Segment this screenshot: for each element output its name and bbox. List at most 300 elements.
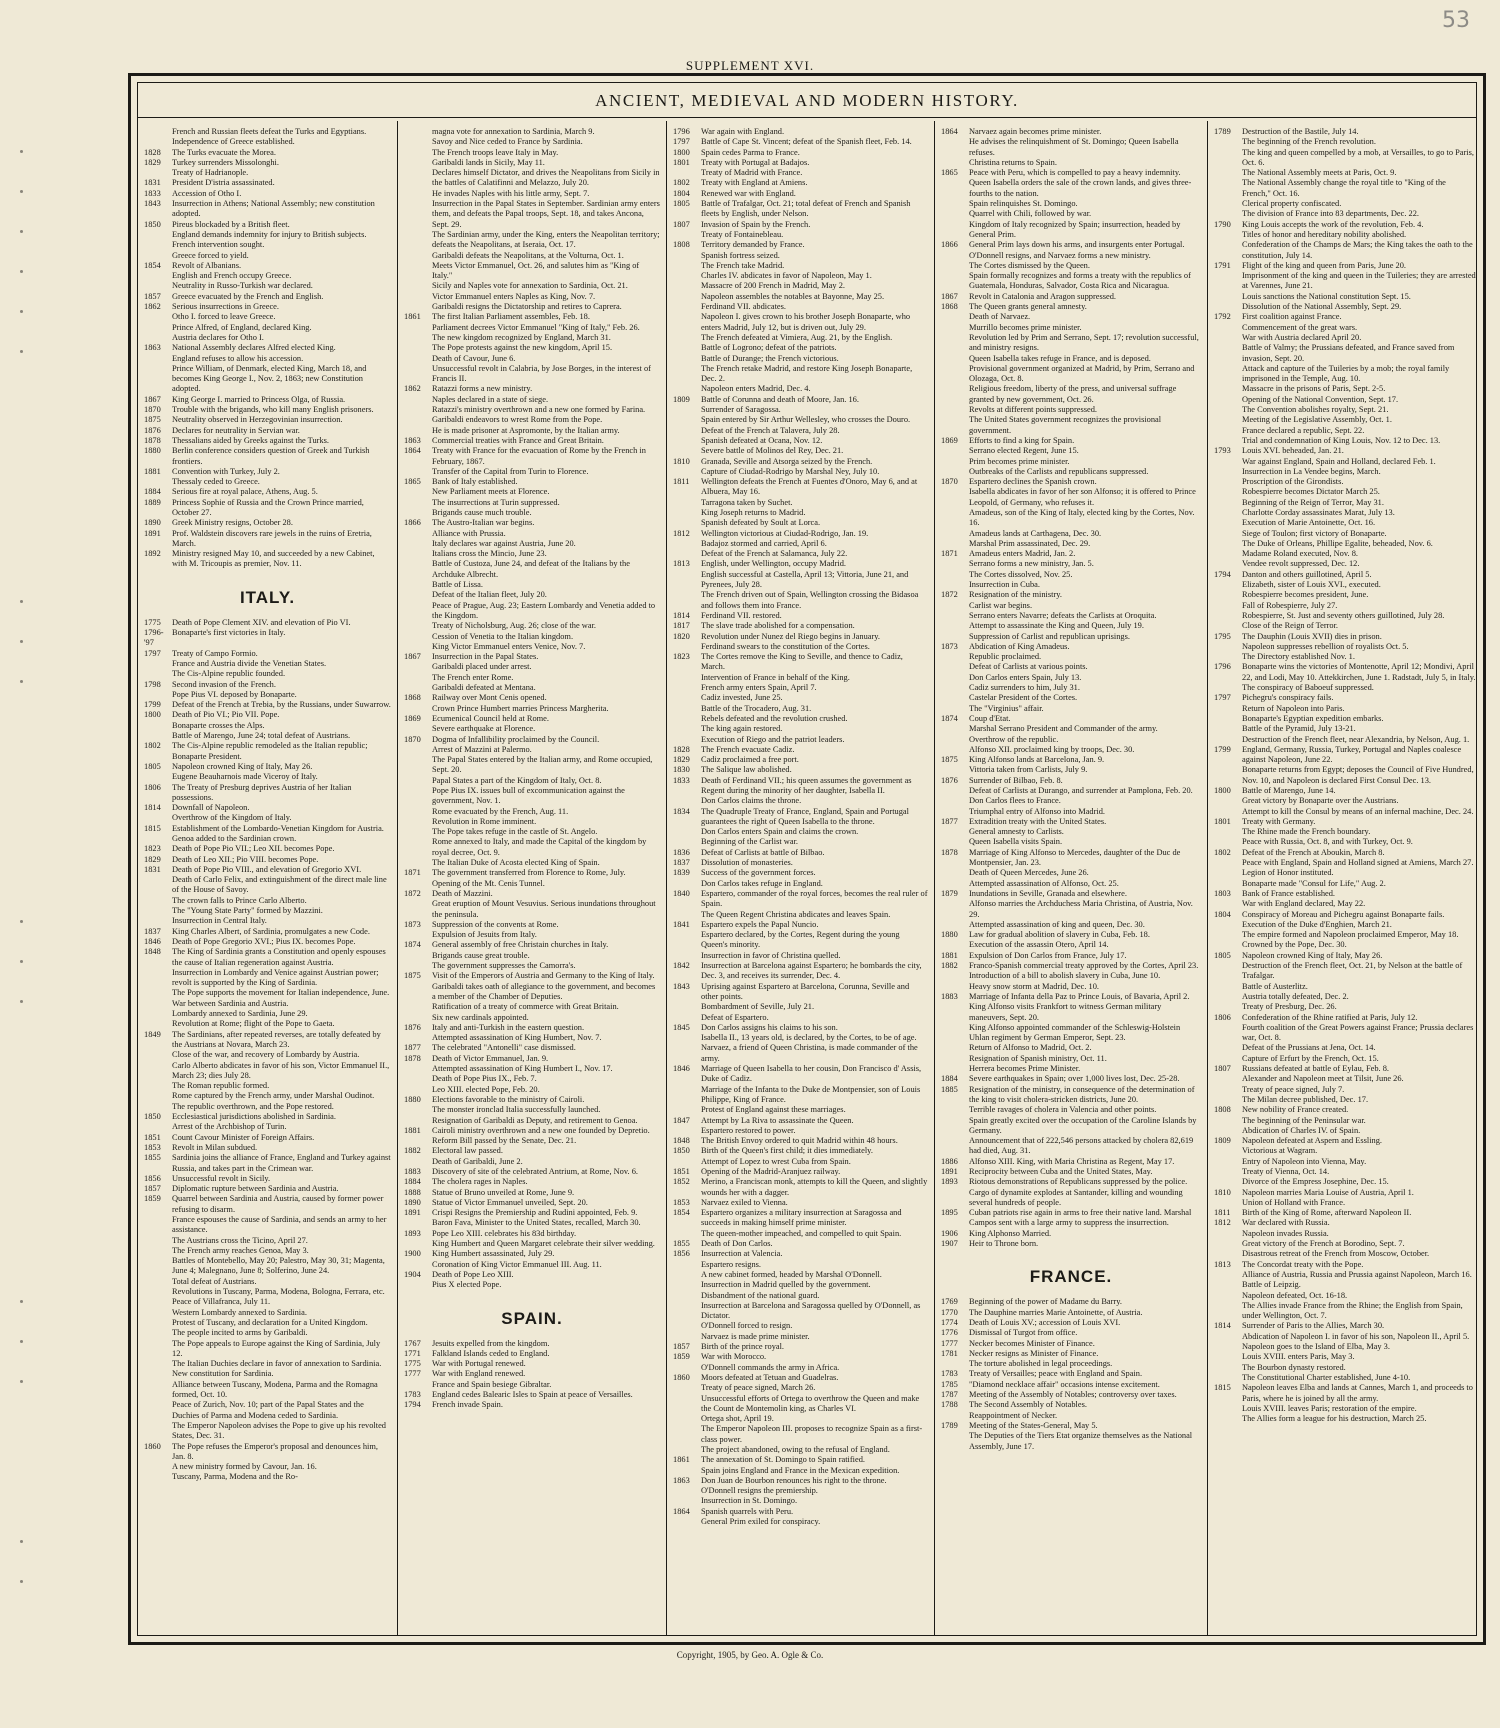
entry-text: Meeting of the States-General, May 5. [969, 1420, 1098, 1430]
history-entry [673, 1085, 928, 1106]
history-entry [941, 827, 1201, 837]
history-entry [1214, 920, 1476, 930]
entry-text: Isabella abdicates in favor of her son Alfonso; it is offered to Prince Leopold, of Germany, who refuses it. [969, 487, 1196, 507]
entry-year: 1801 [1214, 816, 1231, 826]
history-entry [1214, 1363, 1476, 1373]
entry-year [144, 364, 172, 395]
history-entry [941, 848, 1201, 869]
entry-text: Statue of Victor Emmanuel unveiled, Sept. 20. [432, 1197, 588, 1207]
history-entry [1214, 683, 1476, 693]
history-entry [144, 343, 391, 353]
history-entry [941, 251, 1201, 261]
history-entry [144, 405, 391, 415]
entry-year [404, 467, 432, 477]
column-3 [666, 121, 934, 1635]
entry-text: Italy and anti-Turkish in the eastern question. [432, 1022, 585, 1032]
entry-year [941, 796, 969, 806]
entry-year [144, 1297, 172, 1307]
entry-text: Princess Sophie of Russia and the Crown Prince married, October 27. [172, 497, 364, 517]
entry-text: Tuscany, Parma, Modena and the Ro- [172, 1472, 298, 1482]
history-entry [673, 498, 928, 508]
entry-text: Overthrow of the Kingdom of Italy. [172, 813, 292, 823]
history-entry [144, 1359, 391, 1369]
entry-text: King Humbert assassinated, July 29. [432, 1249, 555, 1259]
entry-year: 1870 [404, 734, 421, 744]
history-entry [144, 1442, 391, 1463]
history-entry [1214, 487, 1476, 497]
entry-text: War against England, Spain and Holland, declared Feb. 1. [1242, 456, 1436, 466]
entry-text: Pope Leo XIII. celebrates his 83d birthday. [432, 1228, 577, 1238]
entry-text: Cadiz invested, June 25. [701, 693, 783, 703]
entry-year [673, 693, 701, 703]
history-entry [1214, 611, 1476, 621]
entry-year [941, 673, 969, 683]
history-entry [673, 1126, 928, 1136]
history-entry [673, 251, 928, 261]
entry-year [144, 896, 172, 906]
history-entry [1214, 395, 1476, 405]
history-entry [404, 642, 660, 652]
entry-year [941, 457, 969, 467]
entry-text: A new cabinet formed, headed by Marshal O'Donnell. [701, 1269, 882, 1279]
entry-year [144, 1462, 172, 1472]
history-entry [1214, 1208, 1476, 1218]
history-entry [673, 292, 928, 302]
history-entry [144, 549, 391, 570]
history-entry [941, 724, 1201, 734]
entry-text: Attack and capture of the Tuileries by a mob; the royal family imprisoned in the Temple, Aug. 10. [1242, 363, 1450, 384]
history-entry [1214, 652, 1476, 662]
entry-year [404, 580, 432, 590]
entry-year: 1867 [144, 394, 161, 404]
history-entry [404, 1369, 660, 1379]
entry-text: King George I. married to Princess Olga, of Russia. [172, 394, 346, 404]
entry-text: Success of the government forces. [701, 868, 816, 878]
history-entry [941, 1359, 1201, 1369]
history-entry [673, 1002, 928, 1012]
history-entry [404, 1146, 660, 1156]
history-entry [673, 354, 928, 364]
entry-text: Attempt to assassinate the King and Queen, July 19. [969, 621, 1144, 631]
entry-year: 1859 [673, 1352, 690, 1362]
entry-year [144, 323, 172, 333]
entry-year [1214, 395, 1242, 405]
entry-text: The Emperor Napoleon advises the Pope to give up his revolted States, Dec. 31. [172, 1420, 386, 1441]
history-entry [673, 1394, 928, 1415]
entry-text: Triumphal entry of Alfonso into Madrid. [969, 806, 1106, 816]
entry-year: 1881 [404, 1125, 421, 1135]
entry-year: 1900 [404, 1249, 421, 1259]
entry-text: The French army reaches Genoa, May 3. [172, 1245, 309, 1255]
entry-year [1214, 621, 1242, 631]
entry-text: Napoleon I. gives crown to his brother Joseph Bonaparte, who enters Madrid, July 12, but is driven out, July 29. [701, 312, 911, 332]
history-entry [941, 384, 1201, 405]
entry-text: The French troops leave Italy in May. [432, 147, 559, 157]
entry-text: Defeat of the French at Salamanca, July 22. [701, 549, 848, 559]
entry-text: Isabella II., 13 years old, is declared, by the Cortes, to be of age. [701, 1033, 917, 1043]
entry-year: 1857 [144, 1184, 161, 1194]
entry-year [404, 333, 432, 343]
entry-text: Insurrection in Madrid quelled by the government. [701, 1280, 871, 1290]
history-entry [941, 436, 1201, 446]
entry-year [1214, 539, 1242, 549]
history-entry [941, 209, 1201, 219]
history-entry [1214, 1414, 1476, 1424]
history-entry [941, 1074, 1201, 1084]
entry-year [404, 1239, 432, 1249]
entry-year [1214, 1373, 1242, 1383]
entry-year [941, 652, 969, 662]
entry-text: Ratification of a treaty of commerce with Great Britain. [432, 1002, 619, 1012]
entry-year [673, 333, 701, 343]
history-entry [941, 1411, 1201, 1421]
entry-year [144, 690, 172, 700]
entry-year [404, 539, 432, 549]
entry-text: War again with England. [701, 127, 785, 136]
entry-text: Louis XVIII. enters Paris, May 3. [1242, 1352, 1355, 1362]
history-entry [1214, 127, 1476, 137]
entry-year: 1848 [144, 947, 161, 957]
entry-year: 1863 [404, 435, 421, 445]
entry-text: Battle of Austerlitz. [1242, 981, 1308, 991]
entry-year [673, 384, 701, 394]
entry-year: 1777 [941, 1338, 958, 1348]
entry-text: Battle of the Trocadero, Aug. 31. [701, 703, 812, 713]
entry-year: 1866 [941, 240, 958, 250]
history-entry [144, 436, 391, 446]
entry-year: 1893 [941, 1177, 958, 1187]
entry-text: Protest of Tuscany, and declaration for a United Kingdom. [172, 1317, 368, 1327]
entry-text: The slave trade abolished for a compensation. [701, 621, 855, 631]
entry-year [941, 251, 969, 261]
entry-text: He advises the relinquishment of St. Domingo; Queen Isabella refuses. [969, 137, 1179, 157]
entry-year [941, 1359, 969, 1369]
entry-year [941, 1105, 969, 1115]
entry-text: Reciprocity between Cuba and the United States, May. [969, 1166, 1153, 1176]
history-entry [941, 1054, 1201, 1064]
entry-year: 1865 [941, 168, 958, 178]
history-entry [1214, 817, 1476, 827]
history-entry [673, 508, 928, 518]
entry-text: Vittoria taken from Carlists, July 9. [969, 765, 1088, 775]
history-entry [941, 333, 1201, 354]
history-entry [404, 704, 660, 714]
history-entry [144, 927, 391, 937]
history-entry [404, 807, 660, 817]
entry-text: Napoleon defeated at Aspern and Essling. [1242, 1136, 1383, 1146]
entry-year [144, 968, 172, 989]
entry-year: 1860 [673, 1372, 690, 1382]
history-entry [941, 776, 1201, 786]
entry-year [144, 354, 172, 364]
history-entry [941, 199, 1201, 209]
history-entry [404, 559, 660, 580]
entry-text: Alexander and Napoleon meet at Tilsit, June 26. [1242, 1074, 1404, 1084]
history-entry [404, 1249, 660, 1259]
entry-year [941, 621, 969, 631]
entry-year [1214, 1095, 1242, 1105]
history-entry [1214, 868, 1476, 878]
entry-year [404, 364, 432, 385]
history-entry [1214, 1167, 1476, 1177]
entry-text: King Joseph returns to Madrid. [701, 507, 806, 517]
entry-year [404, 632, 432, 642]
history-entry [144, 710, 391, 720]
history-entry [404, 652, 660, 662]
entry-text: Close of the Reign of Terror. [1242, 621, 1339, 631]
entry-text: Defeat of Carlists at various points. [969, 662, 1088, 672]
entry-text: Alliance between Tuscany, Modena, Parma and the Romagna formed, Oct. 10. [172, 1379, 378, 1400]
entry-year [941, 632, 969, 642]
entry-year [144, 1421, 172, 1442]
entry-year: 1829 [144, 854, 161, 864]
history-entry [673, 281, 928, 291]
entry-year: 1823 [673, 652, 690, 662]
history-entry [673, 220, 928, 230]
entry-text: Pope Pius IX. issues bull of excommunication against the government, Nov. 1. [432, 786, 625, 806]
history-entry [404, 487, 660, 497]
history-entry [941, 971, 1201, 981]
entry-text: The Queen grants general amnesty. [969, 302, 1087, 312]
entry-year [1214, 961, 1242, 982]
entry-text: Opening of the Madrid-Aranjuez railway. [701, 1166, 841, 1176]
entry-text: Murrillo becomes prime minister. [969, 322, 1082, 332]
entry-text: France and Austria divide the Venetian States. [172, 658, 327, 668]
entry-year [404, 395, 432, 405]
history-entry [404, 281, 660, 291]
history-entry [673, 1445, 928, 1455]
entry-text: New Parliament meets at Florence. [432, 487, 550, 497]
entry-year [1214, 559, 1242, 569]
entry-text: Spanish defeated at Ocana, Nov. 12. [701, 435, 823, 445]
entry-year [673, 1424, 701, 1445]
entry-year [404, 683, 432, 693]
entry-year [673, 518, 701, 528]
history-entry [941, 158, 1201, 168]
history-entry [1214, 1013, 1476, 1023]
entry-text: Carlo Alberto abdicates in favor of his son, Victor Emmanuel II., March 23; dies July 28. [172, 1060, 390, 1080]
entry-year [144, 1236, 172, 1246]
entry-year [673, 1383, 701, 1393]
history-entry [404, 1095, 660, 1105]
entry-text: Attempt by La Riva to assassinate the Queen. [701, 1115, 854, 1125]
history-entry [404, 1229, 660, 1239]
entry-year: 1800 [144, 710, 161, 720]
history-entry [941, 1116, 1201, 1137]
entry-text: The Dauphine marries Marie Antoinette, of Austria. [969, 1307, 1143, 1317]
entry-text: O'Donnell commands the army in Africa. [701, 1362, 840, 1372]
entry-text: Meets Victor Emmanuel, Oct. 26, and salutes him as "King of Italy." [432, 260, 640, 281]
entry-text: Efforts to find a king for Spain. [969, 435, 1075, 445]
entry-year: 1813 [673, 559, 690, 569]
entry-year [144, 271, 172, 281]
entry-text: Return of Alfonso to Madrid, Oct. 2. [969, 1043, 1092, 1053]
history-entry [404, 693, 660, 703]
entry-year: 1873 [941, 641, 958, 651]
entry-text: Transfer of the Capital from Turin to Florence. [432, 466, 589, 476]
history-entry [404, 292, 660, 302]
entry-year: 1834 [673, 806, 690, 816]
entry-text: Destruction of the French fleet, Oct. 21, by Nelson at the battle of Trafalgar. [1242, 961, 1463, 981]
history-entry [673, 529, 928, 539]
history-entry [1214, 529, 1476, 539]
history-entry [941, 323, 1201, 333]
entry-year: 1861 [404, 312, 421, 322]
entry-text: Clerical property confiscated. [1242, 199, 1342, 209]
entry-year [144, 1256, 172, 1277]
history-entry [404, 735, 660, 745]
history-entry [673, 302, 928, 312]
entry-year: 1796 [673, 127, 690, 136]
entry-text: Battle of Marengo, June 14. [1242, 786, 1336, 795]
history-entry [144, 261, 391, 271]
entry-text: Espartero, commander of the royal forces, becomes the real ruler of Spain. [701, 888, 928, 909]
entry-year: 1884 [941, 1074, 958, 1084]
entry-year [1214, 1074, 1242, 1084]
history-entry [144, 302, 391, 312]
section-heading-italy: ITALY. [239, 587, 296, 607]
entry-text: Napoleon assembles the notables at Bayonne, May 25. [701, 291, 885, 301]
entry-text: Abdication of Charles IV. of Spain. [1242, 1125, 1361, 1135]
entry-text: Insurrection in favor of Christina quelled. [701, 950, 841, 960]
entry-year: 1869 [941, 435, 958, 445]
entry-year [673, 683, 701, 693]
history-entry [404, 786, 660, 807]
entry-text: The government suppresses the Camorra's. [432, 961, 576, 971]
entry-year: 1830 [673, 765, 690, 775]
entry-text: The conspiracy of Baboeuf suppressed. [1242, 683, 1374, 693]
entry-year [144, 477, 172, 487]
entry-text: Disastrous retreat of the French from Moscow, October. [1242, 1249, 1430, 1259]
entry-year: 1856 [144, 1173, 161, 1183]
entry-text: Moors defeated at Tetuan and Guadelras. [701, 1372, 839, 1382]
entry-year [144, 230, 172, 240]
history-entry [1214, 837, 1476, 847]
history-entry [404, 405, 660, 415]
history-entry [673, 415, 928, 425]
history-entry [404, 1136, 660, 1146]
history-entry [673, 930, 928, 951]
history-entry [404, 1085, 660, 1095]
entry-year [673, 796, 701, 806]
entry-year: 1890 [404, 1197, 421, 1207]
history-entry [941, 178, 1201, 199]
entry-year [673, 1085, 701, 1106]
entry-text: The Cis-Alpine republic remodeled as the Italian republic; Bonaparte President. [172, 741, 368, 761]
entry-year: 1851 [144, 1132, 161, 1142]
entry-year [144, 1318, 172, 1328]
entry-year [144, 1246, 172, 1256]
history-entry [1214, 724, 1476, 734]
entry-text: Bombardment of Seville, July 21. [701, 1002, 815, 1012]
history-entry [673, 827, 928, 837]
history-entry [673, 570, 928, 591]
entry-text: Quarrel between Sardinia and Austria, caused by former power refusing to disarm. [172, 1194, 384, 1214]
entry-year [1214, 1002, 1242, 1012]
entry-text: Close of the war, and recovery of Lombardy by Austria. [172, 1050, 360, 1060]
entry-text: The Austro-Italian war begins. [432, 518, 535, 528]
entry-text: Neutrality observed in Herzegovinian insurrection. [172, 415, 343, 425]
entry-text: Revolt of Albanians. [172, 260, 242, 270]
entry-text: Siege of Toulon; first victory of Bonaparte. [1242, 528, 1387, 538]
history-entry [404, 951, 660, 961]
history-entry [404, 1013, 660, 1023]
entry-text: Leo XIII. elected Pope, Feb. 20. [432, 1084, 540, 1094]
entry-year: 1796-'97 [144, 628, 164, 648]
entry-year [404, 1064, 432, 1074]
entry-year [404, 354, 432, 364]
history-entry [673, 807, 928, 828]
entry-year [404, 230, 432, 251]
entry-text: France and Spain besiege Gibraltar. [432, 1379, 552, 1389]
history-entry [144, 1153, 391, 1174]
history-entry [144, 1143, 391, 1153]
history-entry [1214, 601, 1476, 611]
entry-year [404, 879, 432, 889]
entry-text: Fall of Robespierre, July 27. [1242, 600, 1338, 610]
history-entry [144, 364, 391, 395]
entry-year [1214, 1342, 1242, 1352]
history-entry [404, 302, 660, 312]
entry-year [673, 1043, 701, 1064]
history-entry [144, 824, 391, 834]
entry-year [941, 467, 969, 477]
history-entry [404, 662, 660, 672]
entry-text: Christina returns to Spain. [969, 157, 1057, 167]
entry-text: Carlist war begins. [969, 600, 1033, 610]
entry-year [404, 642, 432, 652]
entry-year: 1889 [144, 497, 161, 507]
history-entry [941, 714, 1201, 724]
history-entry [673, 951, 928, 961]
history-entry [404, 1280, 660, 1290]
history-entry [941, 168, 1201, 178]
entry-year [941, 1023, 969, 1044]
entry-text: The Papal States entered by the Italian army, and Rome occupied, Sept. 20. [432, 755, 653, 775]
entry-year: 1805 [1214, 950, 1231, 960]
entry-text: Birth of the prince royal. [701, 1342, 785, 1352]
history-entry [941, 354, 1201, 364]
history-entry [404, 724, 660, 734]
column-1 [138, 121, 397, 1635]
history-entry [941, 683, 1201, 693]
history-entry [404, 189, 660, 199]
entry-year [1214, 1352, 1242, 1362]
entry-text: Alfonso marries the Archduchess Maria Christina, of Austria, Nov. 29. [969, 899, 1193, 919]
history-entry [941, 1208, 1201, 1229]
entry-text: Vendee revolt suppressed, Dec. 12. [1242, 559, 1360, 569]
entry-text: Execution of the Duke d'Enghien, March 21. [1242, 919, 1392, 929]
history-entry [673, 889, 928, 910]
entry-year: 1857 [144, 291, 161, 301]
entry-text: The Sardinians, after repeated reverses, are totally defeated by the Austrians at Novara, March 23. [172, 1029, 381, 1049]
entry-text: Crispi Resigns the Premiership and Rudini appointed, Feb. 9. [432, 1208, 638, 1218]
entry-year [941, 158, 969, 168]
history-entry [144, 741, 391, 762]
entry-text: Battle of Leipzig. [1242, 1280, 1301, 1290]
entry-text: "Diamond necklace affair" occasions intense excitement. [969, 1379, 1160, 1389]
history-entry [404, 312, 660, 322]
history-entry [1214, 580, 1476, 590]
entry-year [941, 662, 969, 672]
entry-year: 1861 [673, 1455, 690, 1465]
entry-year [1214, 457, 1242, 467]
entry-year: 1848 [673, 1136, 690, 1146]
entry-text: Battle of Trafalgar, Oct. 21; total defeat of French and Spanish fleets by English, under Nelson. [701, 199, 911, 219]
entry-text: Revolt in Milan subdued. [172, 1142, 258, 1152]
history-entry [941, 549, 1201, 559]
history-entry [673, 848, 928, 858]
